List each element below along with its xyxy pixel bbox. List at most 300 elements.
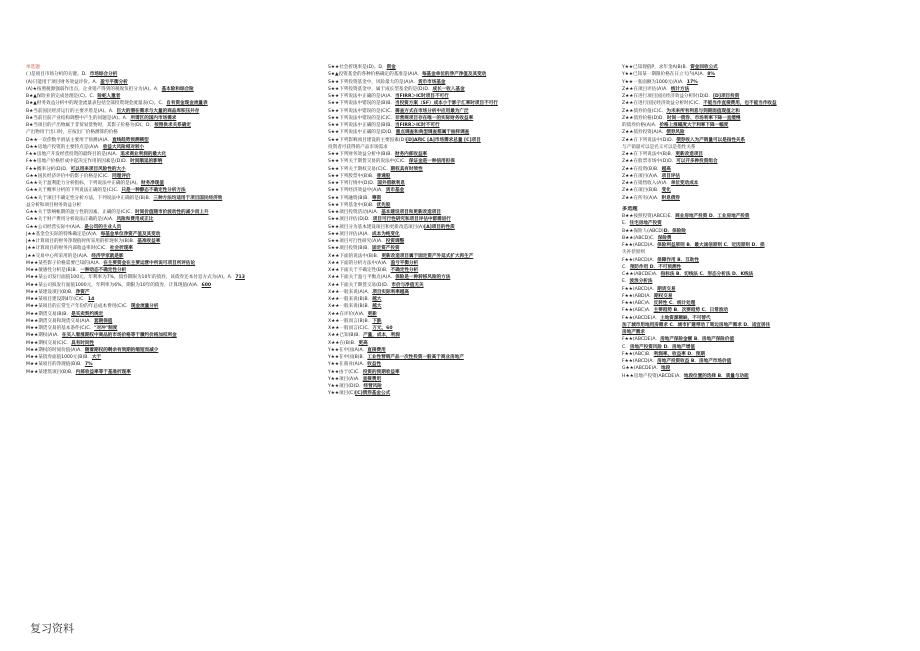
question-text: X★★在(B)B． — [328, 340, 359, 346]
answer-text: 7% — [84, 362, 93, 368]
question-text: F★★(ABCD)A． — [622, 243, 658, 248]
question-line — [328, 187, 596, 194]
question-text: G★★关于概率分析的下列说法正确的是(C)C． — [26, 188, 122, 194]
question-text: G★★关于盈利能力分析指标，下列说法中正确的是(A)。 — [26, 181, 141, 186]
answer-text: 直接费用 — [362, 376, 382, 382]
answer-text: 收益性 — [367, 362, 382, 368]
question-line — [26, 289, 294, 296]
question-line — [622, 173, 900, 180]
question-text: J★★基金会实际的特殊确定是(A)A． — [26, 231, 101, 237]
answer-text: 投资的预期收益率 — [362, 369, 400, 375]
answer-text: 更新 — [367, 311, 377, 317]
answer-text: 同理评价 — [112, 173, 131, 179]
question-text: M★★某公司拟发行面值1000元，年利率为6%，期限为10年的债券，计算现值(A)A． — [26, 282, 202, 288]
answer-text: 成长一收入基金 — [432, 86, 465, 92]
question-text: Z★★在下列说法中(B)B． — [622, 152, 676, 157]
answer-text: 更新改造项目 — [675, 152, 704, 157]
answer-text: 房地产投资收益 B．房地产市场价值 — [657, 359, 732, 364]
question-line — [26, 64, 294, 71]
question-text: Z★★在下列说法中(D)D． — [622, 137, 677, 143]
question-line — [328, 180, 596, 187]
question-text: Y★★一张面额为1000元(A)A． — [622, 79, 687, 85]
answer-text: 下跌 — [372, 318, 382, 324]
answer-text: [C]债券基金公式 — [355, 391, 391, 397]
question-line — [26, 296, 294, 303]
question-text: G★★国民经济评价中的影子价格是(C)C． — [26, 173, 113, 179]
question-text: J★★计算项目的财务净现值时所采用的折现率为(B)B． — [26, 239, 138, 244]
answer-text: 追求商业利润的最大化 — [120, 152, 167, 157]
question-text: S★★下列行情中(D)D． — [328, 181, 378, 186]
question-line — [328, 332, 596, 339]
question-line — [622, 242, 900, 249]
question-text: S★★下列股票中(B)B． — [328, 173, 377, 179]
column-2 — [328, 64, 596, 398]
question-text: S★★下列关于期货交易的说法中(C)C． — [328, 159, 409, 165]
answer-text: 经济学家就是影 — [91, 253, 124, 259]
question-line — [622, 213, 900, 220]
question-text: S★★下列说法中正确的是(B)B． — [328, 123, 395, 128]
question-text: Z★★债券价值(C)C． — [622, 108, 667, 114]
question-text: F★★(ABCD)A． — [622, 286, 658, 292]
answer-text: 利润率，收益率 D．预期 — [653, 351, 705, 357]
question-text: (A)只能用于项目财务效益评价。A． — [26, 79, 101, 85]
question-line — [26, 369, 294, 376]
question-text: M★★某公司发行面值100元，年利率为7%，债券期限为10年的债券，该债券还本付息方式为(A)。A． — [26, 275, 236, 281]
answer-text: 现金流量分析 — [130, 304, 159, 310]
question-line — [328, 137, 596, 144]
question-line — [622, 151, 900, 158]
answer-text: 保障作用 B．互助性 — [657, 257, 700, 263]
question-text: G★★(ABCDE)A． — [622, 366, 661, 372]
question-text: X★★下面的分析方法中(A)A． — [328, 260, 391, 266]
answer-text: "对冲"制度 — [94, 326, 118, 331]
question-line — [622, 144, 900, 151]
answer-text: 非营规项目存在唯一的实际财务收益率 — [395, 115, 474, 121]
answer-text: 万元，60 — [372, 326, 393, 331]
question-line — [622, 300, 900, 307]
answer-text: 直线趋势预测模型 — [111, 137, 149, 143]
question-line — [26, 245, 294, 252]
question-line — [328, 245, 596, 252]
answer-text: 越大 — [372, 304, 382, 310]
question-text: 投资者可获得的产品市场需求 — [328, 144, 388, 150]
answer-text: 项目实际利率越高 — [372, 289, 409, 295]
question-line — [622, 293, 900, 300]
question-line — [622, 64, 900, 71]
question-text: X★★一般而言(C)C． — [328, 326, 373, 331]
question-text: X★★下面关于不确定性(B)B． — [328, 268, 391, 273]
question-line — [328, 166, 596, 173]
question-text: Z★★在销售收入(A)A． — [622, 181, 671, 186]
answer-text: 需查方式在市场分析中应用最为广泛 — [395, 108, 469, 114]
answer-text: 债券风险 — [666, 130, 685, 136]
question-text: M★★期货交易的基本条件(C)C． — [26, 326, 95, 331]
question-text: S★★下列说法中正确的是(A)A． — [328, 94, 395, 99]
question-line — [328, 93, 596, 100]
question-line — [26, 267, 294, 274]
answer-text: 产量，成本，利润 — [363, 333, 400, 339]
answer-text: 盈亏平衡分析 — [100, 79, 128, 85]
question-text: X★★在评价(A)A． — [328, 311, 368, 317]
answer-text: 项目可行性研究和项目评估中都需进行 — [372, 217, 451, 223]
question-text: M★★某建设项目(B)B． — [26, 289, 76, 295]
question-text: C． — [622, 264, 630, 270]
answer-text: 净资产 — [75, 289, 90, 295]
question-line — [328, 100, 596, 107]
answer-text: 大于 — [91, 355, 102, 360]
answer-text: 价格上涨幅度大于利率下降一幅度 — [659, 123, 729, 128]
question-line — [328, 144, 596, 151]
question-text: F★★(ABD)A． — [622, 293, 655, 299]
question-text: 益分析和项目财务效益分析 — [26, 202, 82, 208]
question-text: F★★(ABCD)A． — [622, 257, 658, 263]
question-line — [622, 344, 900, 351]
answer-text: 市场综合分析 — [89, 72, 118, 78]
answer-text: 预防作用 D．不可预测性 — [629, 264, 682, 270]
answer-text: 更新改造项目属于固定资产外延式扩大再生产 — [381, 253, 474, 259]
question-line — [328, 216, 596, 223]
question-text: Z★★在项目评估(A)A． — [622, 86, 671, 92]
question-text: M★★敏感性分析是(B)B． — [26, 268, 81, 273]
question-line — [622, 257, 900, 264]
question-text: S★★下列基金中(B)B． — [328, 202, 377, 208]
question-text: Z★★在股票市场中(D)D． — [622, 159, 677, 165]
question-text: S★★项目投资活动(A)A． — [328, 210, 382, 215]
question-line — [26, 180, 294, 187]
question-line — [328, 231, 596, 238]
question-text: F★★房地产开发经营投资的最终目的是(A)A． — [26, 152, 121, 157]
question-text: M★★某项目的净现值(B)B． — [26, 362, 85, 368]
question-line — [328, 195, 596, 202]
question-text: H★★房地产投资(ABCDE)A． — [622, 373, 684, 379]
answer-text: 财务净现值 — [141, 181, 164, 186]
answer-text: 地段位置的选择 B．质量与功能 — [683, 373, 749, 379]
question-text: S★★项目投资(B)B． — [328, 246, 373, 252]
answer-text: 期货交易 — [657, 286, 676, 292]
question-text: C★★(ABCDE)A． — [622, 272, 661, 277]
question-text: S★★下列说法中正确的是(D)D． — [328, 130, 396, 136]
question-line — [622, 187, 900, 194]
question-line — [26, 122, 294, 129]
answer-text: 加了城市用地用房需求 C．城市扩建带动了周边房地产需求 D．适宜居住 — [622, 322, 771, 328]
question-line — [26, 93, 294, 100]
question-text: G★★关于财产费用分析说法正确的是(A)A． — [26, 217, 117, 223]
answer-text: 是公司的主业人员 — [84, 224, 122, 230]
question-line — [26, 209, 294, 216]
question-line — [622, 195, 900, 202]
answer-text: 货币市场基金 — [417, 79, 446, 85]
question-text: M★★期货交易和现货交易(A)A． — [26, 318, 95, 324]
answer-text: 一种动态不确定性分析 — [80, 268, 127, 273]
question-line — [328, 303, 596, 310]
answer-text: 房地产投资风险 D．房地产增值 — [629, 344, 695, 350]
answer-text: 住宅房地产投资 — [629, 221, 662, 227]
question-text: S★▲投资基金的各种价格确定的基准是(A)A． — [328, 72, 422, 78]
answer-text: 每基金单位净资产值及其变动 — [100, 231, 161, 237]
answer-text: 资金 — [386, 65, 396, 70]
question-line — [622, 365, 900, 372]
question-text: B★当前国民经济运行的主要矛盾是(A)。A． — [26, 108, 117, 114]
answer-text: 成本为纯变化 — [372, 231, 400, 237]
question-line — [622, 278, 900, 285]
question-text: Y★★项目(D)D． — [328, 384, 364, 389]
question-line — [328, 173, 596, 180]
answer-text: 期权交易 — [654, 293, 673, 299]
answer-text: 工业性营销产品一次性投资一般高于商业房地产 — [367, 355, 464, 360]
question-text: Y★★由于(C)C． — [328, 369, 363, 375]
question-line — [26, 231, 294, 238]
question-line — [622, 315, 900, 322]
question-text: Z★★在所有(A)A． — [622, 195, 662, 201]
question-line — [328, 71, 596, 78]
question-line — [26, 79, 294, 86]
answer-text: 单位变动成本 — [670, 181, 699, 186]
question-line — [26, 115, 294, 122]
question-text: Z★★在项目(B)B． — [622, 188, 662, 194]
question-line — [26, 202, 294, 209]
question-text: Y★★在中国(B)B． — [328, 355, 368, 360]
answer-text: [D]项目投资 — [712, 94, 740, 99]
question-line — [622, 166, 900, 173]
question-text: X★★下面的说法中(B)B． — [328, 253, 382, 259]
answer-text: 保险是一种转移风险的方法 — [395, 275, 451, 281]
answer-text: 不确定性分析 — [390, 268, 419, 273]
question-text: S★★下列投资基金中，属于成长型基金的是(D)D． — [328, 86, 433, 92]
question-text: C． — [622, 344, 630, 350]
answer-text: 资金回收公式 — [690, 65, 718, 70]
answer-text: 土地资源稀缺，不可替代 — [660, 315, 711, 321]
question-line — [328, 108, 596, 115]
question-text: S★★下列说法中错误的是(B)B． — [328, 101, 395, 107]
question-line — [26, 253, 294, 260]
question-line — [622, 86, 900, 93]
question-line — [622, 71, 900, 78]
answer-text: 713 — [235, 275, 245, 281]
question-line — [328, 282, 596, 289]
question-line — [26, 274, 294, 281]
question-text: Z★★在投资(B)B． — [622, 166, 662, 172]
answer-text: 在主要资金在主要运营中所说可项目所评估论 — [103, 260, 196, 266]
question-line — [622, 271, 900, 278]
question-text: F★★概率分析(D)D． — [26, 166, 71, 172]
question-line — [26, 216, 294, 223]
question-text: Y★★项目(A)A． — [328, 376, 363, 382]
question-text: J★★计算项目的财务内部收益率时(C)C． — [26, 246, 110, 252]
question-line — [622, 108, 900, 115]
question-text: S★★下列融资(B)B． — [328, 195, 373, 201]
question-text: 单选题 — [26, 65, 40, 70]
question-line — [26, 260, 294, 267]
question-text: X★★下面关于期货交易(D)D． — [328, 282, 392, 288]
question-text: S★★下列投资基金中，风险最大的是(A)A． — [328, 79, 418, 85]
answer-text: 只是一种静态不确定性分析方法 — [121, 188, 186, 194]
question-text: M★★期权的时间价值(A)A． — [26, 347, 85, 353]
question-text: J★★交易中心所采用的是(A)A． — [26, 253, 92, 259]
question-text: Z★★在进行项目国民经济效益分析时(D)D． — [622, 94, 713, 99]
answer-text: 自有资金现金流量表 — [166, 101, 208, 107]
question-line — [328, 354, 596, 361]
question-line — [328, 274, 596, 281]
question-text: Y★★在商业(A)A． — [328, 362, 368, 368]
question-line — [622, 158, 900, 165]
answer-text: 基本建设项目和更新改造项目 — [381, 210, 441, 215]
question-line — [328, 296, 596, 303]
question-line — [328, 260, 596, 267]
question-text: M★★某项目建设期4年(C)C． — [26, 297, 88, 302]
question-line — [622, 264, 900, 271]
question-line — [622, 137, 900, 144]
answer-text: 套期保值 — [94, 318, 113, 324]
question-text: 与产销量可以是名义可以是指性关系 — [622, 144, 696, 150]
question-text: M★★期货交易(B)B． — [26, 311, 72, 317]
answer-text: 统计方法 — [670, 86, 690, 92]
answer-text: 越大 — [372, 297, 382, 302]
question-line — [26, 224, 294, 231]
question-line — [26, 311, 294, 318]
answer-text: 货币基金 — [385, 188, 405, 194]
answer-text: 附息债券 — [661, 195, 681, 201]
question-text: X★★一般而言(B)B． — [328, 318, 373, 324]
question-line — [622, 329, 900, 336]
answer-text: 筹资 — [372, 195, 382, 201]
question-text: Y★★在中国(A)A． — [328, 347, 368, 353]
question-text: D★★房地产投资的主要特点是(A)A． — [26, 144, 103, 150]
answer-text: 三种方法均适用于项目国民经济效 — [153, 195, 223, 201]
question-text: M★★某债券面值1000元(B)B． — [26, 355, 92, 360]
question-line — [622, 206, 900, 213]
answer-text: 房地产保险金额 B．房地产保险价值 — [660, 337, 735, 343]
question-text: (A)★按照税源强弱作出点，企业销产得到的税收负担分为(A)。A． — [26, 86, 162, 92]
column-1 — [26, 64, 294, 376]
answer-text: 为未来所有利息与到期面值现值之和 — [666, 108, 740, 114]
question-text: S★★下列说法中错误的是(C)C． — [328, 115, 396, 121]
question-line — [622, 129, 900, 136]
question-line — [622, 100, 900, 107]
question-text: B★★(ABCD)C． — [622, 235, 658, 241]
answer-text: 巨大的潜在需求与大量的商品库积压并存 — [116, 108, 200, 114]
question-text: S★★下列说法中错误的是(C)C． — [328, 108, 396, 114]
question-line — [622, 93, 900, 100]
question-line — [26, 86, 294, 93]
answer-text: 时间价值随市价波动性的减少而上升 — [135, 210, 209, 215]
answer-text: 社会折现率 — [109, 246, 133, 252]
question-text: Z★★在进行国民经济效益分析时(C)C． — [622, 101, 704, 107]
question-line — [328, 289, 596, 296]
question-line — [622, 220, 900, 227]
question-text: Y★★项目(C) — [328, 391, 356, 397]
question-line — [26, 238, 294, 245]
question-line — [328, 361, 596, 368]
question-text: B★▲保险业的完成处理是(C)。C． — [26, 94, 98, 99]
answer-text: 17% — [686, 79, 698, 85]
question-line — [328, 238, 596, 245]
answer-text: 每基金单位的净产净值及其变动 — [421, 72, 487, 78]
question-line — [328, 390, 596, 397]
answer-text: 反转性 C．统计处理 — [653, 301, 696, 306]
question-line — [328, 202, 596, 209]
question-line — [328, 151, 596, 158]
answer-text: 财务内部收益率 — [394, 152, 428, 157]
question-line — [26, 166, 294, 173]
question-line — [328, 129, 596, 136]
question-line — [622, 249, 900, 256]
question-line — [26, 361, 294, 368]
question-line — [328, 79, 596, 86]
answer-text: 可以开多种投资组合 — [676, 159, 718, 165]
answer-text: 具有时间性 — [71, 340, 95, 346]
question-line — [26, 354, 294, 361]
question-text: S★★项目分为基本建设项目和更新改造项目(A) — [328, 224, 424, 230]
question-text: X★★已知(B)B． — [328, 333, 364, 339]
answer-text: 不能当作直接费用，也不能当作收益 — [703, 101, 777, 107]
question-line — [622, 79, 900, 86]
answer-text: 当FIRR＞IC时不可行 — [394, 123, 440, 128]
question-text: S★★项目评估(D)D． — [328, 217, 373, 223]
answer-text: 当投资方案（SF）成本小于影子汇率时项目不可行 — [394, 101, 498, 107]
question-text: X★★一般来说(B)B． — [328, 297, 373, 302]
answer-text: 直接费用 — [367, 347, 386, 353]
question-text: S★★下列影响项目建设的主要因素(D) — [328, 137, 406, 143]
footer-label: 复习资料 — [30, 622, 74, 635]
question-text: Z★★债券价格(D)D． — [622, 115, 668, 121]
question-text: M★★某建筑项目(B)B． — [26, 369, 76, 375]
question-line — [622, 180, 900, 187]
question-line — [26, 129, 294, 136]
answer-text: 保险费 — [657, 235, 672, 241]
question-line — [622, 228, 900, 235]
answer-text: 主要趋势 B．次要趋势 C．日常波动 — [653, 308, 729, 314]
question-text: F★★(ABCD)A． — [622, 359, 658, 364]
answer-text: 在买入看涨期权中商品的市场价格等于履约价格加权利金 — [61, 333, 177, 339]
answer-text: 当FIRR＞IC时项目不可行 — [394, 94, 449, 99]
answer-text: 地段 — [660, 366, 671, 372]
answer-text: 经营风险 — [363, 384, 382, 389]
question-line — [622, 336, 900, 343]
answer-text: 按照供求关系确定 — [154, 123, 191, 128]
answer-text: 随着期权的剩余有效期的缩短而减少 — [84, 347, 159, 353]
question-text: S★★项目评估(A)A． — [328, 231, 372, 237]
question-line — [328, 209, 596, 216]
question-text: B★▲财务效益分析中的现金流量表包括全部投资现金流量表(C)。C． — [26, 101, 167, 107]
answer-text: 收益大风险相对较小 — [102, 144, 145, 150]
answer-text: 投资调整 — [385, 239, 405, 244]
question-line — [622, 351, 900, 358]
question-line — [328, 86, 596, 93]
answer-text: 可以用来项目风险性的大小 — [70, 166, 126, 172]
question-text: Y★★已知现值P，求年金A(B)B． — [622, 65, 691, 70]
answer-text: 重点调查和典型调查都属于抽样调查 — [395, 130, 470, 136]
question-text: M★★期权(A)A． — [26, 333, 62, 339]
answer-text: 优先股 — [376, 202, 391, 208]
answer-text: D．保险险 — [663, 228, 686, 234]
question-line — [26, 332, 294, 339]
answer-text: 指标法 B．切线法 C．形态分析法 D．K线法 — [660, 272, 754, 277]
answer-text: 变化 — [661, 188, 671, 194]
answer-text: 房地产需求 — [622, 330, 645, 335]
answer-text: 保证金是一种信用担保 — [408, 159, 455, 165]
answer-text: 波浪分析法 — [629, 279, 653, 285]
question-line — [622, 115, 900, 122]
question-text: S★★下列关于期权交易(C)C． — [328, 166, 391, 172]
question-line — [622, 358, 900, 365]
question-text: G★★公司经营实际中(A)A． — [26, 224, 85, 230]
question-text: ( )是项目市场分析的关键。D． — [26, 72, 90, 78]
answer-text: 内部收益率等于基准折现率 — [75, 369, 131, 375]
question-line — [622, 235, 900, 242]
answer-text: 商业房地产投资 D．工业房地产投资 — [675, 214, 750, 219]
question-text: F★★(ABCDE)A． — [622, 337, 661, 343]
question-line — [26, 282, 294, 289]
